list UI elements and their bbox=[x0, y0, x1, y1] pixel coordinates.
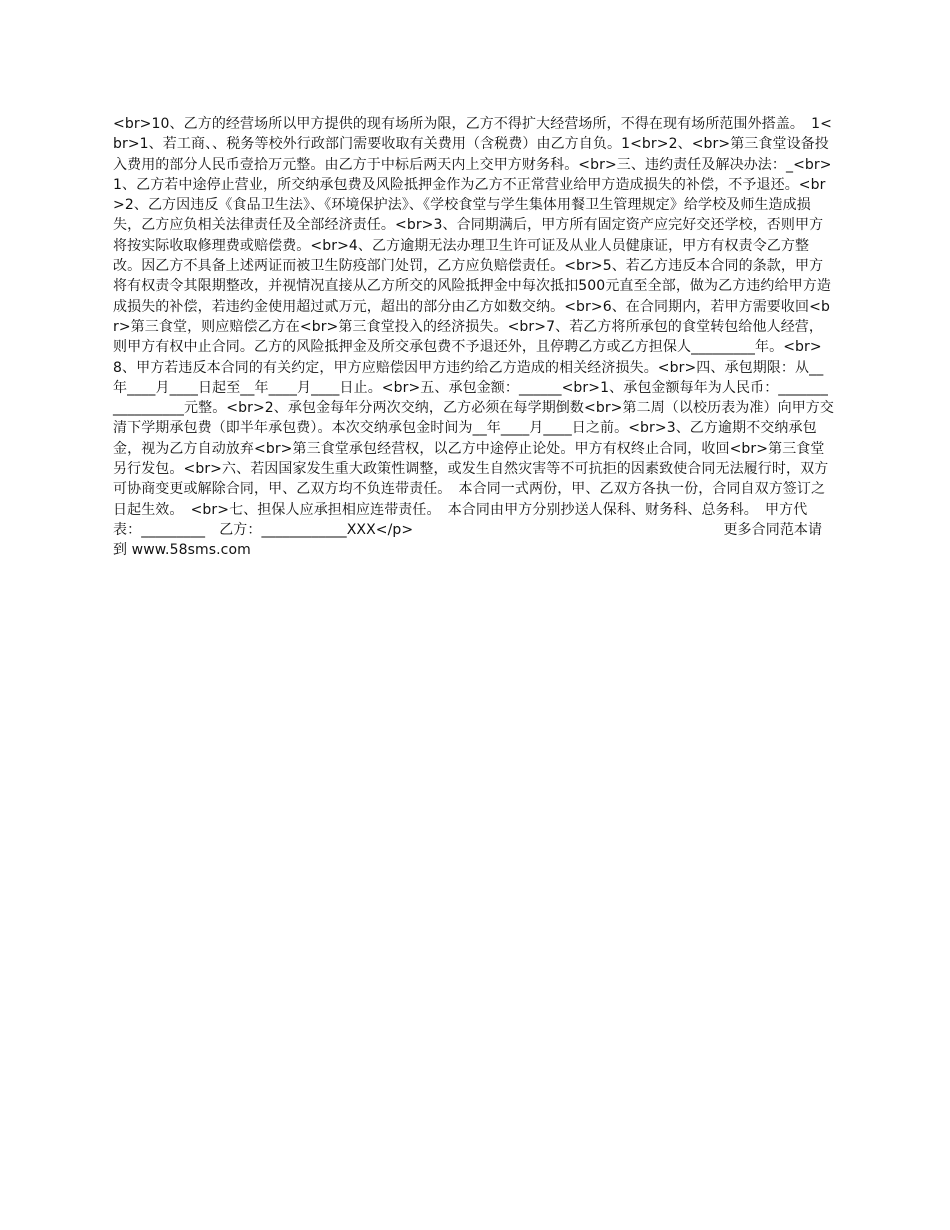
more-templates-note: 更多合同范本请到 bbox=[113, 521, 823, 559]
website-url: www.58sms.com bbox=[131, 542, 251, 559]
contract-body: <br>10、乙方的经营场所以甲方提供的现有场所为限，乙方不得扩大经营场所，不得在现有场所范围外搭盖。 1<br>1、若工商、、税务等校外行政部门需要收取有关费用（含税费）由乙方自负。1<br>2、<br>第三食堂设备投入费用的部分人民币壹拾万元整。由乙方于中标后两天内上交甲方财务科。<br>三、违约责任及解决办法：_<br>1、乙方若中途停止营业，所交纳承包费及风险抵押金作为乙方不正常营业给甲方造成损失的补偿，不予退还。<br>2、乙方因违反《食品卫生法》、《环境保护法》、《学校食堂与学生集体用餐卫生管理规定》给学校及师生造成损失，乙方应负相关法律责任及全部经济责任。<br>3、合同期满后，甲方所有固定资产应完好交还学校，否则甲方将按实际收取修理费或赔偿费。<br>4、乙方逾期无法办理卫生许可证及从业人员健康证，甲方有权责令乙方整改。因乙方不具备上述两证而被卫生防疫部门处罚，乙方应负赔偿责任。<br>5、若乙方违反本合同的条款，甲方将有权责令其限期整改，并视情况直接从乙方所交的风险抵押金中每次抵扣500元直至全部，做为乙方违约给甲方造成损失的补偿，若违约金使用超过贰万元，超出的部分由乙方如数交纳。<br>6、在合同期内，若甲方需要收回<br>第三食堂，则应赔偿乙方在<br>第三食堂投入的经济损失。<br>7、若乙方将所承包的食堂转包给他人经营，则甲方有权中止合同。乙方的风险抵押金及所交承包费不予退还外，且停聘乙方或乙方担保人_________年。<br>8、甲方若违反本合同的有关约定，甲方应赔偿因甲方违约给乙方造成的相关经济损失。<br>四、承包期限：从__年____月____日起至__年____月____日止。<br>五、承包金额：______<br>1、承包金额每年为人民币：_________________元整。<br>2、承包金每年分两次交纳，乙方必须在每学期倒数<br>第二周（以校历表为准）向甲方交清下学期承包费（即半年承包费）。本次交纳承包金时间为__年____月____日之前。<br>3、乙方逾期不交纳承包金，视为乙方自动放弃<br>第三食堂承包经营权，以乙方中途停止论处。甲方有权终止合同，收回<br>第三食堂另行发包。<br>六、若因国家发生重大政策性调整，或发生自然灾害等不可抗拒的因素致使合同无法履行时，双方可协商变更或解除合同，甲、乙双方均不负连带责任。 本合同一式两份，甲、乙双方各执一份，合同自双方签订之日起生效。 <br>七、担保人应承担相应连带责任。 本合同由甲方分别抄送人保科、财务科、总务科。 甲方代表：_________ 乙方：____________XXX</p> bbox=[113, 116, 835, 538]
contract-text bbox=[113, 114, 835, 561]
